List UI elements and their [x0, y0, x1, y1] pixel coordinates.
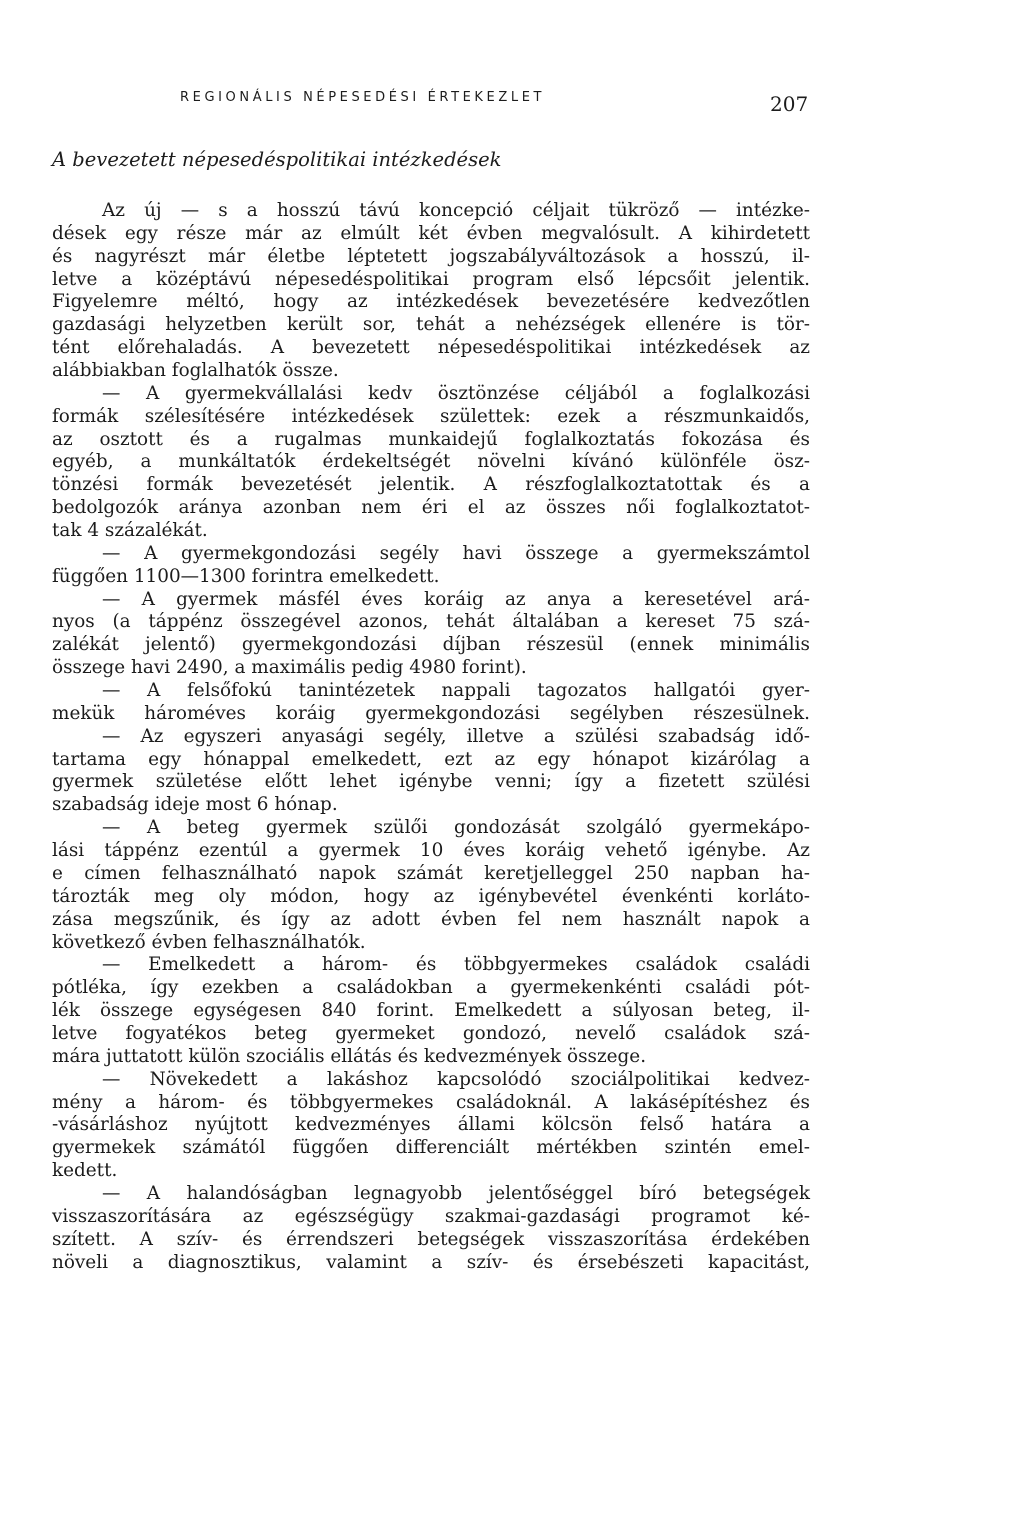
text-line: zása megszűnik, és így az adott évben fel nem használt napok a [52, 908, 810, 930]
text-line: mára juttatott külön szociális ellátás és kedvezmények összege. [52, 1045, 647, 1067]
text-line: alábbiakban foglalhatók össze. [52, 360, 339, 382]
text-line: nyos (a táppénz összegével azonos, tehát általában a kereset 75 szá- [52, 611, 810, 633]
text-line: e címen felhasználható napok számát keretjelleggel 250 napban ha- [52, 862, 810, 884]
text-line: gyermekek számától függően differenciált mértékben szintén emel- [52, 1137, 810, 1159]
text-line: — A felsőfokú tanintézetek nappali tagozatos hallgatói gyer- [102, 680, 810, 702]
text-line: tározták meg oly módon, hogy az igénybevétel évenkénti korláto- [52, 885, 810, 907]
text-line: lási táppénz ezentúl a gyermek 10 éves koráig vehető igénybe. Az [52, 840, 810, 862]
text-line: következő évben felhasználhatók. [52, 931, 366, 953]
body-text [52, 200, 810, 1274]
page-number: 207 [770, 92, 809, 116]
text-line: tartama egy hónappal emelkedett, ezt az egy hónapot kizárólag a [52, 748, 810, 770]
text-line: mekük hároméves koráig gyermekgondozási segélyben részesülnek. [52, 702, 810, 724]
text-line: mény a három- és többgyermekes családoknál. A lakásépítéshez és [52, 1091, 810, 1113]
text-line: lék összege egységesen 840 forint. Emelkedett a súlyosan beteg, il- [52, 1000, 810, 1022]
text-line: tönzési formák bevezetését jelentik. A részfoglalkoztatottak és a [52, 474, 810, 496]
text-line: összege havi 2490, a maximális pedig 4980 forint). [52, 657, 527, 679]
text-line: Figyelemre méltó, hogy az intézkedések bevezetésére kedvezőtlen [52, 291, 810, 313]
section-title: A bevezetett népesedéspolitikai intézkedések [52, 148, 502, 171]
text-line: tént előrehaladás. A bevezetett népesedéspolitikai intézkedések az [52, 337, 810, 359]
text-line: növeli a diagnosztikus, valamint a szív- és érsebészeti kapacitást, [52, 1251, 810, 1273]
text-line: visszaszorítására az egészségügy szakmai-gazdasági programot ké- [52, 1205, 810, 1227]
text-line: bedolgozók aránya azonban nem éri el az összes női foglalkoztatot- [52, 497, 810, 519]
text-line: zalékát jelentő) gyermekgondozási díjban részesül (ennek minimális [52, 634, 810, 656]
text-line: szített. A szív- és érrendszeri betegségek visszaszorítása érdekében [52, 1228, 810, 1250]
text-line: — A halandóságban legnagyobb jelentőséggel bíró betegségek [102, 1182, 810, 1204]
text-line: — A gyermekgondozási segély havi összege a gyermekszámtol [102, 542, 810, 564]
text-line: — Emelkedett a három- és többgyermekes családok családi [102, 954, 810, 976]
text-line: — A beteg gyermek szülői gondozását szolgáló gyermekápo- [102, 817, 810, 839]
text-line: tak 4 százalékát. [52, 520, 208, 542]
running-header: REGIONÁLIS NÉPESEDÉSI ÉRTEKEZLET [180, 90, 546, 105]
text-line: -vásárláshoz nyújtott kedvezményes állami kölcsön felső határa a [52, 1114, 810, 1136]
text-line: pótléka, így ezekben a családokban a gyermekenkénti családi pót- [52, 977, 810, 999]
text-line: az osztott és a rugalmas munkaidejű foglalkoztatás fokozása és [52, 428, 810, 450]
text-line: szabadság ideje most 6 hónap. [52, 794, 338, 816]
text-line: — A gyermekvállalási kedv ösztönzése céljából a foglalkozási [102, 382, 810, 404]
text-line: kedett. [52, 1160, 118, 1182]
text-line: Az új — s a hosszú távú koncepció céljait tükröző — intézke- [102, 200, 810, 221]
text-line: — Az egyszeri anyasági segély, illetve a szülési szabadság idő- [102, 725, 810, 747]
text-line: — Növekedett a lakáshoz kapcsolódó szociálpolitikai kedvez- [102, 1068, 810, 1090]
text-line: dések egy része már az elmúlt két évben megvalósult. A kihirdetett [52, 222, 810, 244]
text-line: formák szélesítésére intézkedések születtek: ezek a részmunkaidős, [52, 405, 810, 427]
text-line: és nagyrészt már életbe léptetett jogszabályváltozások a hosszú, il- [52, 245, 810, 267]
text-line: függően 1100—1300 forintra emelkedett. [52, 565, 440, 587]
text-line: gyermek születése előtt lehet igénybe venni; így a fizetett szülési [52, 771, 810, 793]
text-line: letve fogyatékos beteg gyermeket gondozó, nevelő családok szá- [52, 1022, 810, 1044]
text-line: gazdasági helyzetben került sor, tehát a nehézségek ellenére is tör- [52, 314, 810, 336]
text-line: — A gyermek másfél éves koráig az anya a keresetével ará- [102, 588, 810, 610]
text-line: letve a középtávú népesedéspolitikai program első lépcsőit jelentik. [52, 268, 810, 290]
text-line: egyéb, a munkáltatók érdekeltségét növelni kívánó különféle ösz- [52, 451, 810, 473]
